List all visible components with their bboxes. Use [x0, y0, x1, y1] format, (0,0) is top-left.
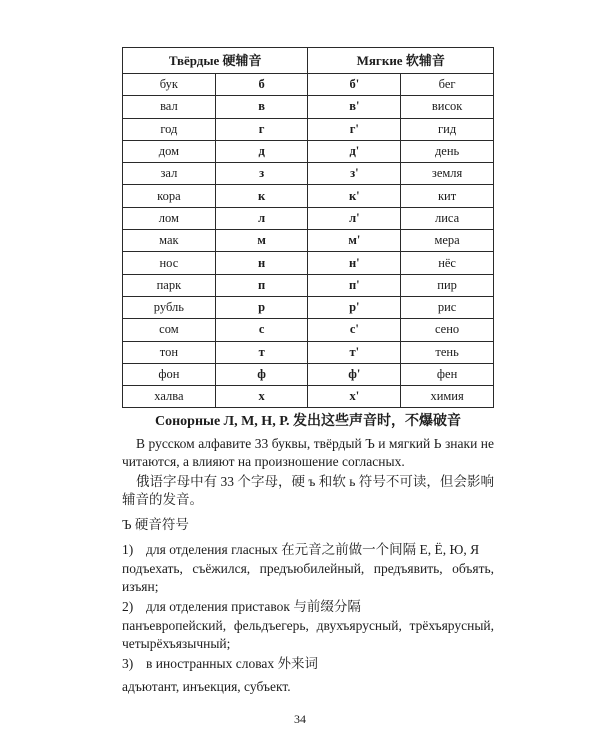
- item-number: 3): [122, 656, 134, 671]
- hard-letter-cell: б: [215, 74, 308, 96]
- soft-letter-cell: б': [308, 74, 401, 96]
- soft-word-cell: лиса: [401, 207, 494, 229]
- soft-word-cell: тень: [401, 341, 494, 363]
- hard-letter-cell: т: [215, 341, 308, 363]
- table-header-row: [123, 48, 494, 74]
- hard-word-cell: парк: [123, 274, 216, 296]
- soft-letter-cell: п': [308, 274, 401, 296]
- hard-letter-cell: в: [215, 96, 308, 118]
- hard-word-cell: сом: [123, 319, 216, 341]
- hard-word-cell: мак: [123, 230, 216, 252]
- soft-letter-cell: м': [308, 230, 401, 252]
- soft-word-cell: кит: [401, 185, 494, 207]
- hard-letter-cell: д: [215, 140, 308, 162]
- paragraph-russian: В русском алфавите 33 буквы, твёрдый Ъ и мягкий Ь знаки не читаются, а влияют на произношение согласных.: [122, 436, 494, 469]
- soft-word-cell: рис: [401, 296, 494, 318]
- sonorants-heading: Сонорные Л, М, Н, Р. 发出这些声音时，不爆破音: [154, 414, 461, 429]
- soft-consonants-header: Мягкие 软辅音: [308, 48, 494, 74]
- item-number: 2): [122, 599, 134, 614]
- soft-word-cell: химия: [401, 386, 494, 408]
- table-row: [123, 341, 494, 363]
- hard-word-cell: лом: [123, 207, 216, 229]
- soft-word-cell: бег: [401, 74, 494, 96]
- hard-consonants-header: Твёрдые 硬辅音: [123, 48, 308, 74]
- hard-letter-cell: п: [215, 274, 308, 296]
- soft-letter-cell: г': [308, 118, 401, 140]
- soft-word-cell: гид: [401, 118, 494, 140]
- soft-word-cell: сено: [401, 319, 494, 341]
- hard-letter-cell: л: [215, 207, 308, 229]
- soft-letter-cell: н': [308, 252, 401, 274]
- soft-letter-cell: д': [308, 140, 401, 162]
- table-row: [123, 363, 494, 385]
- hard-sign-title: Ъ 硬音符号: [122, 517, 189, 532]
- hard-word-cell: год: [123, 118, 216, 140]
- item-text: для отделения гласных 在元音之前做一个间隔 Е, Ё, Ю, Я: [146, 542, 480, 557]
- hard-letter-cell: н: [215, 252, 308, 274]
- hard-letter-cell: к: [215, 185, 308, 207]
- table-row: [123, 74, 494, 96]
- hard-word-cell: фон: [123, 363, 216, 385]
- soft-letter-cell: с': [308, 319, 401, 341]
- table-row: [123, 185, 494, 207]
- hard-word-cell: кора: [123, 185, 216, 207]
- item-text: в иностранных словах 外来词: [146, 656, 319, 671]
- hard-word-cell: халва: [123, 386, 216, 408]
- soft-word-cell: фен: [401, 363, 494, 385]
- hard-word-cell: бук: [123, 74, 216, 96]
- table-row: [123, 96, 494, 118]
- hard-word-cell: вал: [123, 96, 216, 118]
- soft-letter-cell: л': [308, 207, 401, 229]
- soft-word-cell: земля: [401, 163, 494, 185]
- table-row: [123, 230, 494, 252]
- hard-letter-cell: м: [215, 230, 308, 252]
- soft-word-cell: висок: [401, 96, 494, 118]
- hard-word-cell: зал: [123, 163, 216, 185]
- hard-letter-cell: х: [215, 386, 308, 408]
- hard-letter-cell: з: [215, 163, 308, 185]
- hard-word-cell: дом: [123, 140, 216, 162]
- soft-word-cell: нёс: [401, 252, 494, 274]
- hard-letter-cell: р: [215, 296, 308, 318]
- table-row: [123, 296, 494, 318]
- table-row: [123, 118, 494, 140]
- item-text: для отделения приставок 与前缀分隔: [146, 599, 361, 614]
- soft-letter-cell: р': [308, 296, 401, 318]
- page-number: 34: [294, 712, 306, 726]
- hard-word-cell: рубль: [123, 296, 216, 318]
- list-item: [122, 541, 494, 559]
- table-row: [123, 163, 494, 185]
- hard-letter-cell: с: [215, 319, 308, 341]
- hard-word-cell: нос: [123, 252, 216, 274]
- soft-letter-cell: ф': [308, 363, 401, 385]
- table-row: [123, 252, 494, 274]
- list-item: [122, 598, 494, 616]
- table-row: [123, 207, 494, 229]
- soft-letter-cell: т': [308, 341, 401, 363]
- item-examples: панъевропейский, фельдъегерь, двухъярусный, трёхъярусный, четырёхъязычный;: [122, 618, 494, 651]
- hard-letter-cell: ф: [215, 363, 308, 385]
- soft-word-cell: день: [401, 140, 494, 162]
- list-item: [122, 655, 494, 673]
- soft-letter-cell: х': [308, 386, 401, 408]
- soft-letter-cell: з': [308, 163, 401, 185]
- soft-letter-cell: в': [308, 96, 401, 118]
- hard-letter-cell: г: [215, 118, 308, 140]
- paragraph-chinese: 俄语字母中有 33 个字母，硬 ъ 和软 ь 符号不可读，但会影响辅音的发音。: [122, 474, 494, 507]
- soft-word-cell: пир: [401, 274, 494, 296]
- table-row: [123, 274, 494, 296]
- item-examples: подъехать, съёжился, предъюбилейный, предъявить, объять, изъян;: [122, 561, 494, 594]
- item-number: 1): [122, 542, 134, 557]
- hard-word-cell: тон: [123, 341, 216, 363]
- soft-word-cell: мера: [401, 230, 494, 252]
- soft-letter-cell: к': [308, 185, 401, 207]
- table-row: [123, 319, 494, 341]
- table-row: [123, 386, 494, 408]
- item-examples: адъютант, инъекция, субъект.: [122, 679, 291, 694]
- table-row: [123, 140, 494, 162]
- consonants-table: [122, 47, 494, 408]
